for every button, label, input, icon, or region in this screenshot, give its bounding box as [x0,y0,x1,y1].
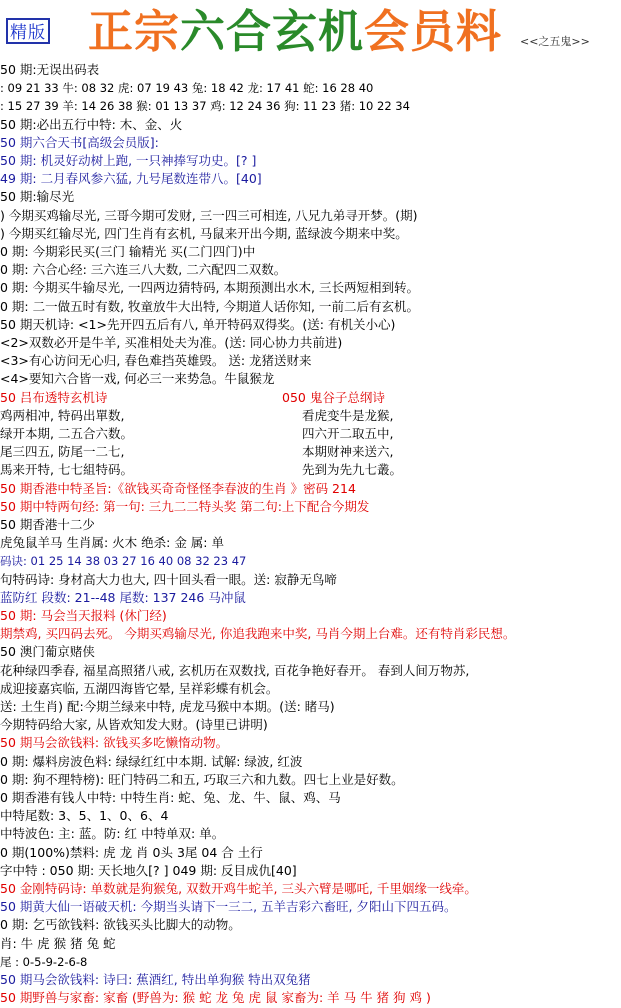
right-column-line: 四六开二取五中, [302,426,394,441]
right-column-line: 本期财神来送六, [302,444,394,460]
content-line: 50 期马会欲钱料: 欲钱买多吃懒惰动物。 [0,735,229,751]
content-line: 0 期: 狗不理特榜): 旺门特码二和五, 巧取三六和九数。四七上业是好数。 [0,771,404,787]
right-column-line: 050 鬼谷子总纲诗 [282,389,385,405]
content-line: 0 期: 爆料房波色料: 绿绿红红中本期. 试解: 绿波, 红波 [0,753,303,769]
content-line: 50 期中特两句经: 第一句: 三九二二特头奖 第二句:上下配合今期发 [0,498,370,514]
content-line: 50 澳门葡京赌侠 [0,644,95,660]
content-line: 50 期天机诗: <1>先开四五后有八, 单开特码双得奖。(送: 有机关小心) [0,316,396,332]
content-line: 馬来开特, 七七組特码。 [0,462,133,478]
content-line: 50 期马会欲钱料: 诗曰: 蕉酒红, 特出单狗猴 特出双兔猪 [0,972,311,987]
content-line: 尾 : 0-5-9-2-6-8 [0,954,88,969]
content-line: 字中特 : 050 期: 天长地久[? ] 049 期: 反目成仇[40] [0,862,297,878]
content-line: ) 今期买鸡输尽光, 三哥今期可发财, 三一四三可相连, 八兄九弟寻开梦。(期) [0,207,418,223]
content-line: 0 期: 今期买牛输尽光, 一四两边猜特码, 本期预测出水木, 三长两短相到转。 [0,280,419,296]
content-line: 成迎接嘉宾临, 五湖四海皆它晕, 呈祥彩蝶有机会。 [0,680,279,696]
content-line: 中特波色: 主: 蓝。防: 红 中特单双: 单。 [0,826,225,842]
content-line: 送: 土生肖) 配:今期兰绿来中特, 虎龙马猴中本期。(送: 睹马) [0,699,335,714]
right-column-line: 先到为先九七叢。 [302,462,403,478]
content-line: 50 金刚特码诗: 单数就是狗猴兔, 双数开鸡牛蛇羊, 三头六臂是哪吒, 千里姻缘一线牵。 [0,881,477,896]
content-line: <4>要知六合皆一戏, 何必三一来势急。牛鼠猴龙 [0,371,275,387]
title-part: 正宗 [88,5,181,58]
content-line: 50 期六合天书[高级会员版]: [0,134,159,150]
content-line: : 15 27 39 羊: 14 26 38 猴: 01 13 37 鸡: 12 24 36 狗: 11 23 猪: 10 22 34 [0,99,410,114]
content-line: 句特码诗: 身材高大力也大, 四十回头看一眼。送: 寂静无鸟啼 [0,571,337,587]
content-line: 尾三四五, 防尾一二七, [0,444,125,460]
content-line: <3>有心访问无心归, 春色难挡英雄毁。 送: 龙猪送财来 [0,353,312,369]
title-part: 会员料 [364,5,503,58]
content-line: 50 吕布透特玄机诗 [0,389,108,405]
content-line: 50 期香港中特圣旨:《欲钱买奇奇怪怪李春波的生肖 》密码 214 [0,480,356,496]
content-line: : 09 21 33 牛: 08 32 虎: 07 19 43 兔: 18 42 龙: 17 41 蛇: 16 28 40 [0,81,374,96]
content-line: 0 期: 二一做五时有数, 牧童放牛大出特, 今期道人话你知, 一前二后有玄机。 [0,298,419,314]
content-line: 鸡两相冲, 特码出單数, [0,407,125,423]
right-column-line: 看虎变牛是龙猴, [302,407,394,423]
content-line: 0 期: 乞丐欲钱料: 欲钱买头比脚大的动物。 [0,917,241,933]
content-line: 0 期: 今期彩民买(三门 输精光 买(二门四门)中 [0,244,256,259]
edition-badge: 精版 [6,18,50,44]
content-line: 码诀: 01 25 14 38 03 27 16 40 08 32 23 47 [0,554,247,569]
content-line: 49 期: 二月春风参六猛, 九号尾数连带八。[40] [0,171,262,187]
content-line: 50 期野兽与家畜: 家畜 (野兽为: 猴 蛇 龙 兔 虎 鼠 家畜为: 羊 马 牛 猪 狗 鸡 ) [0,990,431,1006]
title-part: 玄机 [272,5,365,58]
content-line: 绿开本期, 二五合六数。 [0,426,133,441]
content-line: 50 期:输尽光 [0,189,75,205]
content-line: 50 期:必出五行中特: 木、金、火 [0,116,183,132]
content-line: 50 期:无误出码表 [0,62,100,77]
content-line: 今期特码给大家, 从皆欢知发大财。(诗里已讲明) [0,717,268,733]
content-line: 花种绿四季春, 福星高照猪八戒, 玄机历在双数找, 百花争艳好春开。 春到人间万物苏, [0,662,470,678]
content-line: 50 期香港十二少 [0,517,95,532]
content-line: <2>双数必开是牛羊, 买准相处夫为准。(送: 同心协力共前进) [0,335,343,350]
content-line: 0 期(100%)禁料: 虎 龙 肖 0头 3尾 04 合 土行 [0,844,263,860]
content-line: ) 今期买红输尽光, 四门生肖有玄机, 马鼠来开出今期, 蓝绿波今期来中奖。 [0,225,408,241]
content-line: 中特尾数: 3、5、1、0、6、4 [0,808,169,824]
content-line: 蓝防红 段数: 21--48 尾数: 137 246 马冲鼠 [0,589,246,605]
page-header [0,0,621,60]
content-line: 0 期: 六合心经: 三六连三八大数, 二六配四二双数。 [0,262,287,278]
content-line: 0 期香港有钱人中特: 中特生肖: 蛇、兔、龙、牛、鼠、鸡、马 [0,790,341,805]
content-line: 50 期: 机灵好动树上跑, 一只神捧写功史。[? ] [0,153,257,168]
content-line: 虎兔鼠羊马 生肖属: 火木 绝杀: 金 属: 单 [0,535,224,551]
author-signature: <<之五鬼>> [520,35,590,48]
content-line: 50 期: 马会当天报料 (休门经) [0,608,167,623]
content-line: 期禁鸡, 买四码去死。 今期买鸡输尽光, 你追我跑来中奖, 马肖今期上台难。还有特肖彩民想。 [0,626,516,642]
content-line: 肖: 牛 虎 猴 猪 兔 蛇 [0,935,116,951]
page-title [88,6,502,58]
content-line: 50 期黄大仙一语破天机: 今期当头请下一三二, 五羊吉彩六畜旺, 夕阳山下四五码。 [0,899,457,915]
title-part: 六合 [180,5,273,58]
